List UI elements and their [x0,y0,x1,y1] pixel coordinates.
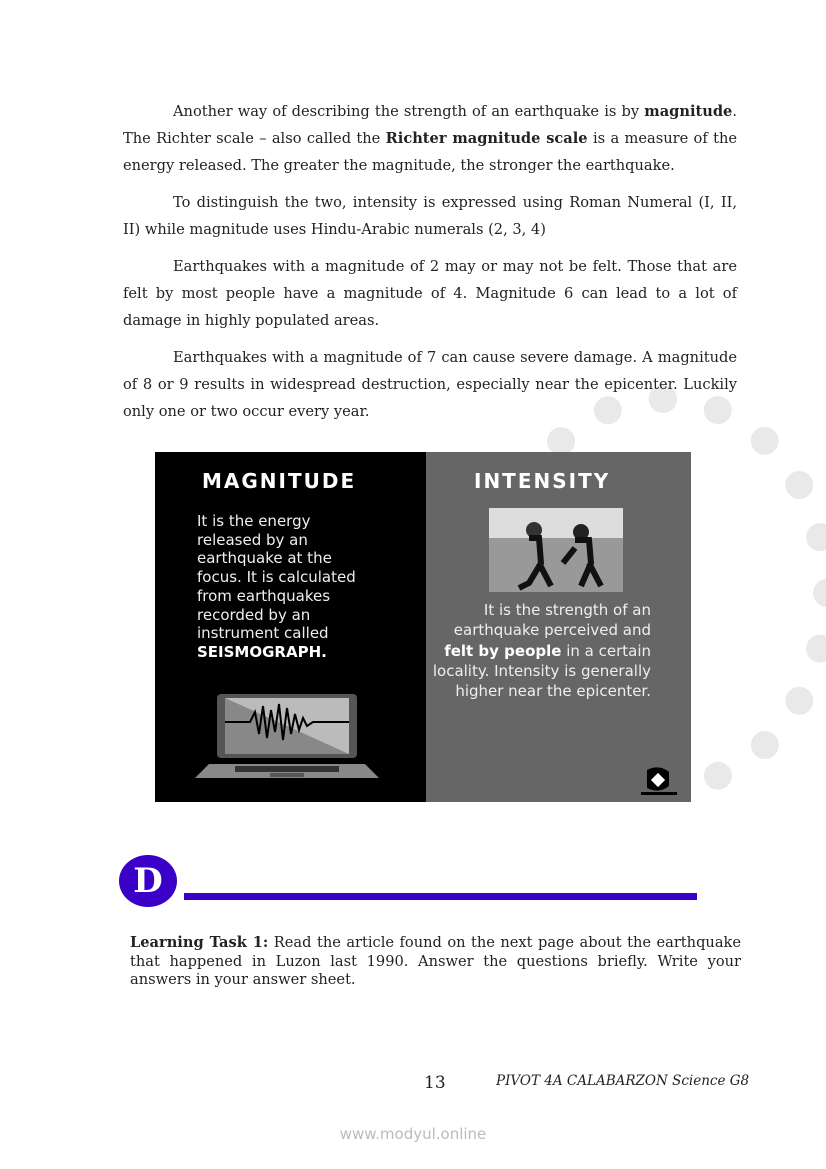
magnitude-panel [155,452,426,802]
text: It is the strength of an earthquake perceived and [453,601,651,640]
felt-by-people-term: felt by people [444,641,562,660]
paragraph-severe: Earthquakes with a magnitude of 7 can cause severe damage. A magnitude of 8 or 9 results in widespread destruction, especially near the epicenter. Luckily only one or two occur every year. [123,349,737,420]
magnitude-intensity-infographic [155,452,691,802]
footer-title: PIVOT 4A CALABARZON Science G8 [496,1073,750,1089]
text: Another way of describing the strength of an earthquake is by [173,103,645,120]
body-text [123,98,737,435]
text: is a measure of the energy released. The greater the magnitude, the stronger the earthquake. [123,130,737,174]
text: in a certain locality. Intensity is generally higher near the epicenter. [432,641,651,701]
paragraph-magnitude-levels: Earthquakes with a magnitude of 2 may or may not be felt. Those that are felt by most people have a magnitude of 4. Magnitude 6 can lead to a lot of damage in highly populated areas. [123,258,737,329]
publisher-logo-icon [639,766,679,796]
laptop-seismograph-icon [195,692,380,782]
seismograph-term: SEISMOGRAPH. [197,642,327,661]
paragraph-distinguish: To distinguish the two, intensity is expressed using Roman Numeral (I, II, II) while magnitude uses Hindu-Arabic numerals (2, 3, 4) [123,194,737,238]
task-label: Learning Task 1: [130,934,269,951]
site-watermark: www.modyul.online [339,1125,487,1143]
text: . The Richter scale – also called the [123,103,737,147]
intensity-title: INTENSITY [474,469,611,493]
page-number: 13 [424,1073,446,1093]
magnitude-title: MAGNITUDE [202,469,357,493]
term-magnitude: magnitude [644,103,733,120]
task-text: Read the article found on the next page about the earthquake that happened in Luzon last 1990. Answer the questions briefly. Write your answers in your answer sheet. [130,934,741,988]
term-richter: Richter magnitude scale [385,130,588,147]
text: It is the energy released by an earthquake at the focus. It is calculated from earthquakes recorded by an instrument called [197,512,356,643]
section-d-badge: D [119,855,177,907]
intensity-text [431,600,651,701]
learning-task [130,934,741,990]
earthquake-people-illustration [489,508,623,592]
intensity-panel [426,452,691,802]
section-divider [184,893,697,900]
magnitude-text [197,512,377,662]
paragraph-magnitude [123,98,737,179]
